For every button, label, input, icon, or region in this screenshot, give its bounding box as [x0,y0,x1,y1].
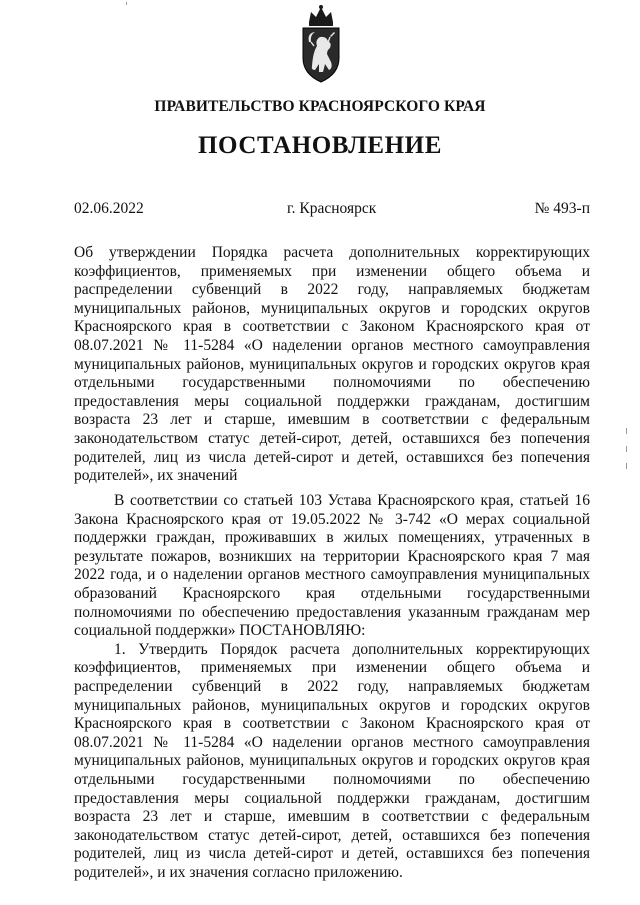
scan-mark [626,463,627,469]
organization-heading: ПРАВИТЕЛЬСТВО КРАСНОЯРСКОГО КРАЯ [154,98,486,115]
scan-mark [126,2,127,5]
document-city: г. Красноярск [287,200,377,217]
preamble-paragraph: В соответствии со статьей 103 Устава Красноярского края, статьей 16 Закона Красноярского края от 19.05.2022 № 3-742 «О мерах социальной поддержки граждан, проживавших в жилых помещениях, утраченных в результате пожаров, возникших на территории Красноярского края 7 мая 2022 года, и о наделении органов местного самоуправления муниципальных образований Красноярского края отдельными государственными полномочиями по обеспечению предоставления указанным гражданам мер социальной поддержки» ПОСТАНОВЛЯЮ: [74,492,590,640]
document-number: № 493-п [534,200,590,217]
item-1-paragraph: 1. Утвердить Порядок расчета дополнительных корректирующих коэффициентов, применяемых при изменении общего объема и распределении субвенций в 2022 году, направляемых бюджетам муниципальных районов, муниципальных округов и городских округов Красноярского края в соответствии с Законом Красноярского края от 08.07.2021 № 11-5284 «О наделении органов местного самоуправления муниципальных районов, муниципальных округов и городских округов края отдельными государственными полномочиями по обеспечению предоставления меры социальной поддержки гражданам, достигшим возраста 23 лет и старше, имевшим в соответствии с федеральным законодательством статус детей-сирот, детей, оставшихся без попечения родителей, лиц из числа детей-сирот и детей, оставшихся без попечения родителей», и их значения согласно приложению. [74,640,590,881]
document-date: 02.06.2022 [74,200,144,217]
scan-mark [626,446,627,452]
document-body [74,492,590,882]
document-type-heading: ПОСТАНОВЛЕНИЕ [197,132,443,159]
document-title: Об утверждении Порядка расчета дополнительных корректирующих коэффициентов, применяемых при изменении общего объема и распределении субвенций в 2022 году, направляемых бюджетам муниципальных районов, муниципальных округов и городских округов Красноярского края в соответствии с Законом Красноярского края от 08.07.2021 № 11-5284 «О наделении органов местного самоуправления муниципальных районов, муниципальных округов и городских округов края отдельными государственными полномочиями по обеспечению предоставления меры социальной поддержки гражданам, достигшим возраста 23 лет и старше, имевшим в соответствии с федеральным законодательством статус детей-сирот, детей, оставшихся без попечения родителей, лиц из числа детей-сирот и детей, оставшихся без попечения родителей», их значений [74,244,590,485]
document-meta [74,200,590,220]
scan-mark [626,428,627,434]
krasnoyarsk-coat-of-arms-icon [297,2,345,88]
